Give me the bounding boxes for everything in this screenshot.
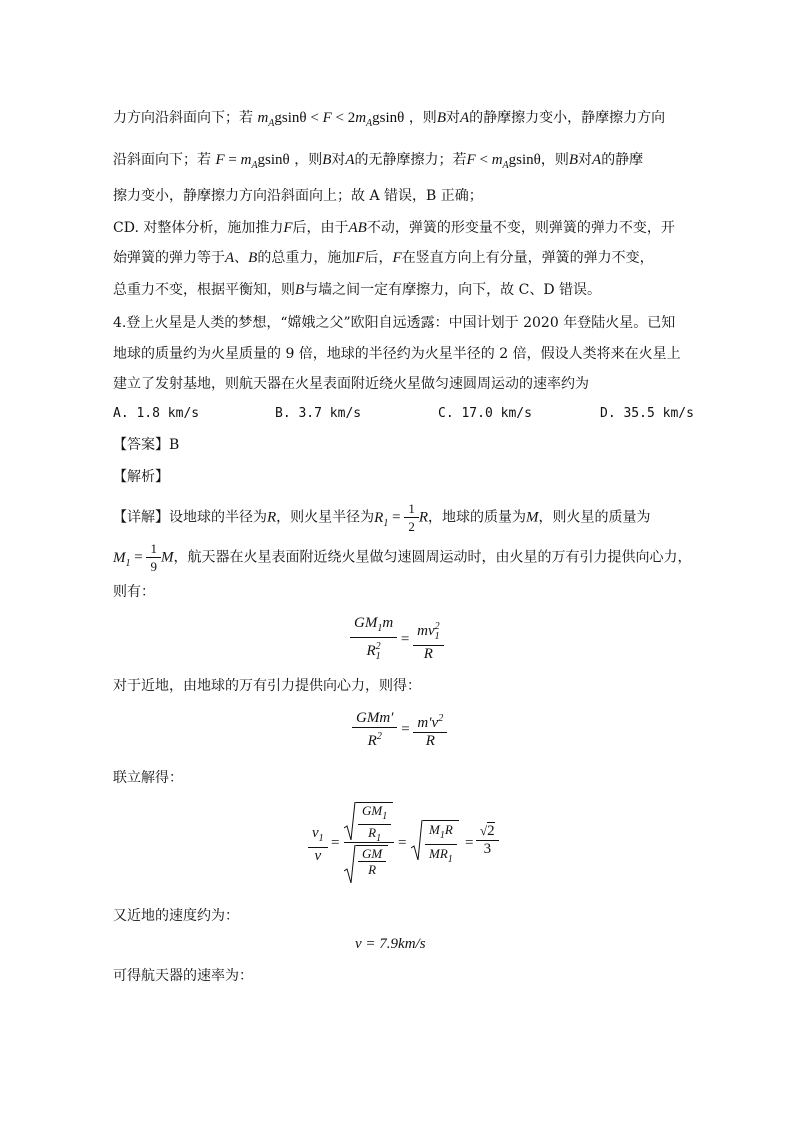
equation-earth-gravity: $\frac{\text{GMm′}}{R^2}$ = $\frac{m'v^2}{R}$ xyxy=(352,710,447,750)
text-segment: CD. 对整体分析，施加推力 xyxy=(113,220,284,236)
text-segment: ，地球的质量为 xyxy=(427,509,526,526)
question-4-line-3: 建立了发射基地，则航天器在火星表面附近绕火星做匀速圆周运动的速率约为 xyxy=(113,376,589,392)
text-line-6: 总重力不变，根据平衡知，则B与墙之间一定有摩擦力，向下，故 C、D 错误。 xyxy=(113,282,602,298)
detail-line-5: 联立解得： xyxy=(113,770,183,786)
text-line-5: 始弹簧的弹力等于A、B的总重力，施加F后，F在竖直方向上有分量，弹簧的弹力不变， xyxy=(113,250,654,266)
detail-line-1: 【详解】设地球的半径为R，则火星半径为$R_1$ = $\frac{1}{2}$ R，地球的质量为M，则火星的质量为 xyxy=(113,501,651,534)
var-r: R xyxy=(267,509,277,526)
text-segment: 不动，弹簧的形变量不变，则弹簧的弹力不变，开 xyxy=(366,220,675,236)
var-a: A xyxy=(459,110,470,126)
detail-label: 【详解】 xyxy=(113,509,169,526)
detail-line-7: 可得航天器的速率为： xyxy=(113,968,253,984)
text-segment: 沿斜面向下；若 xyxy=(113,152,211,168)
text-segment: ，航天器在火星表面附近绕火星做匀速圆周运动时，由火星的万有引力提供向心力， xyxy=(173,549,692,566)
text-segment: 的静摩 xyxy=(601,152,644,168)
answer-label: 【答案】B xyxy=(113,437,180,453)
detail-line-3: 则有： xyxy=(113,584,155,600)
text-segment: 的静摩擦力变小，静摩擦力方向 xyxy=(469,110,666,126)
text-segment: 对 xyxy=(445,110,460,126)
text-segment: 对 xyxy=(578,152,593,168)
text-segment: ，则 xyxy=(540,152,569,168)
text-segment: ，则 xyxy=(408,110,437,126)
equation-velocity-ratio: $\frac{v_1}{v}$ = $\frac{GM_1}{R_1}$ $\frac{GM}{R}$ = $\frac{M_1R}{MR_1}$ = $\frac{√2}{3}$ xyxy=(308,800,498,895)
option-b: B. 3.7 km/s xyxy=(275,406,362,421)
text-line-4 xyxy=(113,218,675,238)
question-4-line-2: 地球的质量约为火星质量的 9 倍，地球的半径约为火星半径的 2 倍，假设人类将来在火星上 xyxy=(113,346,681,362)
answer-options xyxy=(113,404,694,424)
text-segment: 设地球的半径为 xyxy=(169,509,267,526)
detail-line-2: $M_1$ = $\frac{1}{9}$ M，航天器在火星表面附近绕火星做匀速圆周运动时，由火星的万有引力提供向心力， xyxy=(113,541,692,574)
text-segment: ，则 xyxy=(294,152,323,168)
equation-mars-gravity: $\frac{GM_1m}{R_1^2}$ = $\frac{mv_1^2}{R}$ xyxy=(350,615,444,665)
text-segment: 在竖直方向上有分量，弹簧的弹力不变， xyxy=(401,250,654,266)
question-4-line-1: 4.登上火星是人类的梦想，“嫦娥之父”欧阳自远透露：中国计划于 2020 年登陆火星。已知 xyxy=(113,315,676,331)
var-f: F xyxy=(283,220,293,236)
text-line-3: 擦力变小，静摩擦力方向沿斜面向上；故 A 错误，B 正确； xyxy=(113,188,483,204)
text-segment: 与墙之间一定有摩擦力，向下，故 C、D 错误。 xyxy=(304,282,602,298)
text-segment: 后， xyxy=(364,250,393,266)
text-segment: 始弹簧的弹力等于 xyxy=(113,250,225,266)
text-segment: 总重力不变，根据平衡知，则 xyxy=(113,282,295,298)
text-segment: ，则火星半径为 xyxy=(276,509,375,526)
detail-line-6: 又近地的速度约为： xyxy=(113,908,239,924)
text-segment: 力方向沿斜面向下；若 xyxy=(113,110,253,126)
var-b: B xyxy=(436,110,446,126)
text-segment: 后，由于 xyxy=(292,220,349,236)
text-segment: 对 xyxy=(331,152,346,168)
text-line-1: 力方向沿斜面向下；若 $m_Agsin\theta < F < 2m_Agsin\theta$ ，则B对A的静摩擦力变小，静摩擦力方向 xyxy=(113,110,666,129)
detail-line-4: 对于近地，由地球的万有引力提供向心力，则得： xyxy=(113,678,421,694)
analysis-label: 【解析】 xyxy=(113,469,169,485)
var-m: M xyxy=(525,509,539,526)
var-ab: AB xyxy=(348,220,367,236)
option-a: A. 1.8 km/s xyxy=(113,406,200,421)
text-segment: 、 xyxy=(234,250,249,266)
text-segment: ，则火星的质量为 xyxy=(538,509,651,526)
text-line-2: 沿斜面向下；若 $F = m_Agsin\theta$ ，则B对A的无静摩擦力；若$F < m_Agsin\theta$，则B对A的静摩 xyxy=(113,152,644,171)
option-d: D. 35.5 km/s xyxy=(600,406,694,421)
equation-earth-velocity: v = 7.9km/s xyxy=(355,936,426,952)
option-c: C. 17.0 km/s xyxy=(438,406,532,421)
text-segment: 的无静摩擦力；若 xyxy=(354,152,467,168)
text-segment: 的总重力，施加 xyxy=(257,250,356,266)
